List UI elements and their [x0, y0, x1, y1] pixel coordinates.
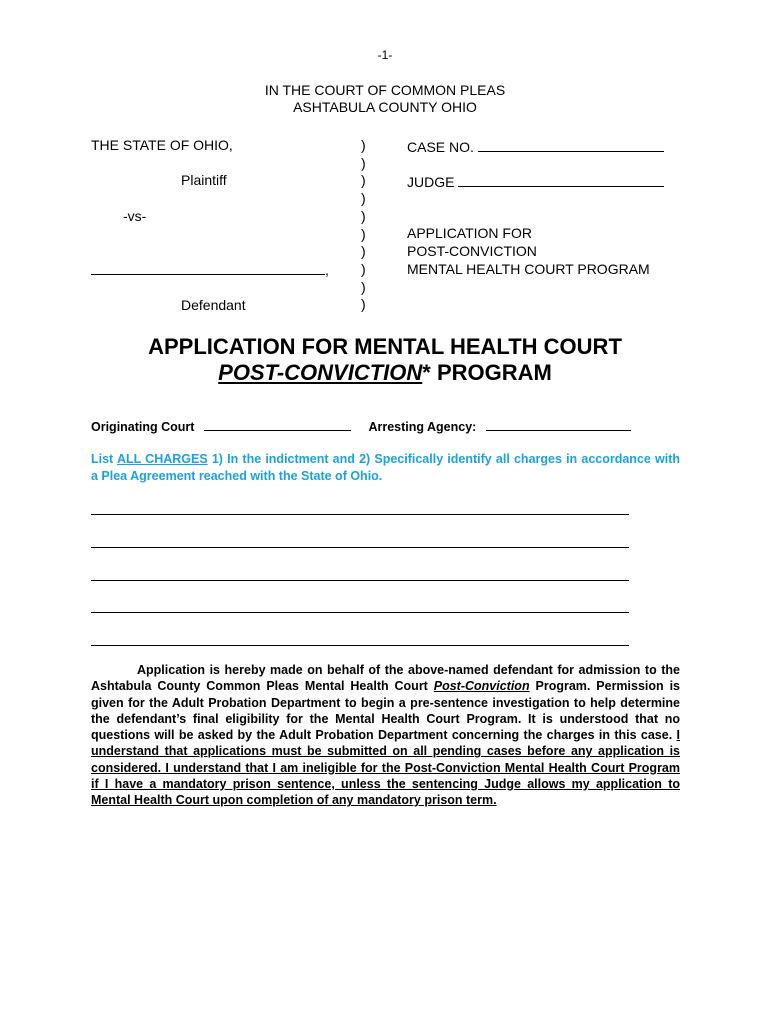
post-conviction-emphasis: Post-Conviction	[433, 679, 530, 694]
page-number: -1-	[377, 48, 393, 62]
title-asterisk: *	[422, 360, 431, 385]
defendant-name-field[interactable]	[91, 260, 329, 279]
case-number-field[interactable]	[407, 137, 664, 156]
judge-blank[interactable]	[458, 172, 664, 187]
arresting-agency-blank[interactable]	[486, 418, 631, 431]
defendant-name-blank[interactable]	[91, 260, 325, 275]
judge-label: JUDGE	[407, 174, 455, 190]
court-heading	[0, 82, 770, 116]
defendant-comma: ,	[325, 262, 329, 278]
case-number-label: CASE NO.	[407, 139, 474, 155]
judge-field[interactable]	[407, 172, 664, 191]
application-for-label: APPLICATION FOR	[407, 225, 532, 241]
application-paragraph: Application is hereby made on behalf of the above-named defendant for admission to the Ashtabula County Common Pleas Mental Health Court Post-Conviction Program. Permission is given for the Adult Probation Department to begin a pre-sentence investigation to help determine the defendant’s final eligibility for the Mental Health Court Program. It is understood that no questions will be asked by the Adult Probation Department concerning the charges in this case. I understand that applications must be submitted on all pending cases before any application is considered. I understand that I am ineligible for the Post-Conviction Mental Health Court Program if I have a mandatory prison sentence, unless the sentencing Judge allows my application to Mental Health Court upon completion of any mandatory prison term.	[91, 663, 680, 808]
defendant-label: Defendant	[181, 297, 246, 313]
county-name: ASHTABULA COUNTY OHIO	[293, 99, 477, 115]
all-charges-emphasis: ALL CHARGES	[116, 452, 208, 466]
post-conviction-label: POST-CONVICTION	[407, 243, 537, 259]
program-label: MENTAL HEALTH COURT PROGRAM	[407, 261, 650, 277]
case-number-blank[interactable]	[478, 137, 664, 152]
caption-divider: ) ) ) ) ) ) ) ) ) )	[361, 137, 366, 313]
plaintiff-label: Plaintiff	[181, 172, 227, 188]
title-line-1: APPLICATION FOR MENTAL HEALTH COURT	[148, 334, 622, 359]
court-name: IN THE COURT OF COMMON PLEAS	[264, 82, 506, 98]
charge-line-3[interactable]	[91, 580, 629, 581]
charge-line-2[interactable]	[91, 547, 629, 548]
originating-court-label: Originating Court	[91, 420, 195, 434]
acknowledgement-text: I understand that applications must be submitted on all pending cases before any application is considered. I understand that I am ineligible for the Post-Conviction Mental Health Court Program if I have a mandatory prison sentence, unless the sentencing Judge allows my application to Mental Health Court upon completion of any mandatory prison term.	[91, 728, 680, 808]
arresting-agency-label: Arresting Agency:	[368, 420, 477, 434]
title-line-2	[0, 360, 770, 386]
document-title	[0, 334, 770, 386]
state-of-ohio: THE STATE OF OHIO,	[91, 137, 233, 153]
charge-line-5[interactable]	[91, 645, 629, 646]
charges-instruction: List ALL CHARGES 1) In the indictment and 2) Specifically identify all charges in accordance with a Plea Agreement reached with the State of Ohio.	[91, 452, 681, 483]
charge-line-4[interactable]	[91, 612, 629, 613]
court-agency-row	[91, 418, 631, 434]
originating-court-blank[interactable]	[204, 418, 351, 431]
charge-line-1[interactable]	[91, 514, 629, 515]
title-program: PROGRAM	[430, 360, 552, 385]
title-post-conviction: POST-CONVICTION	[218, 360, 423, 385]
versus-label: -vs-	[123, 208, 147, 224]
